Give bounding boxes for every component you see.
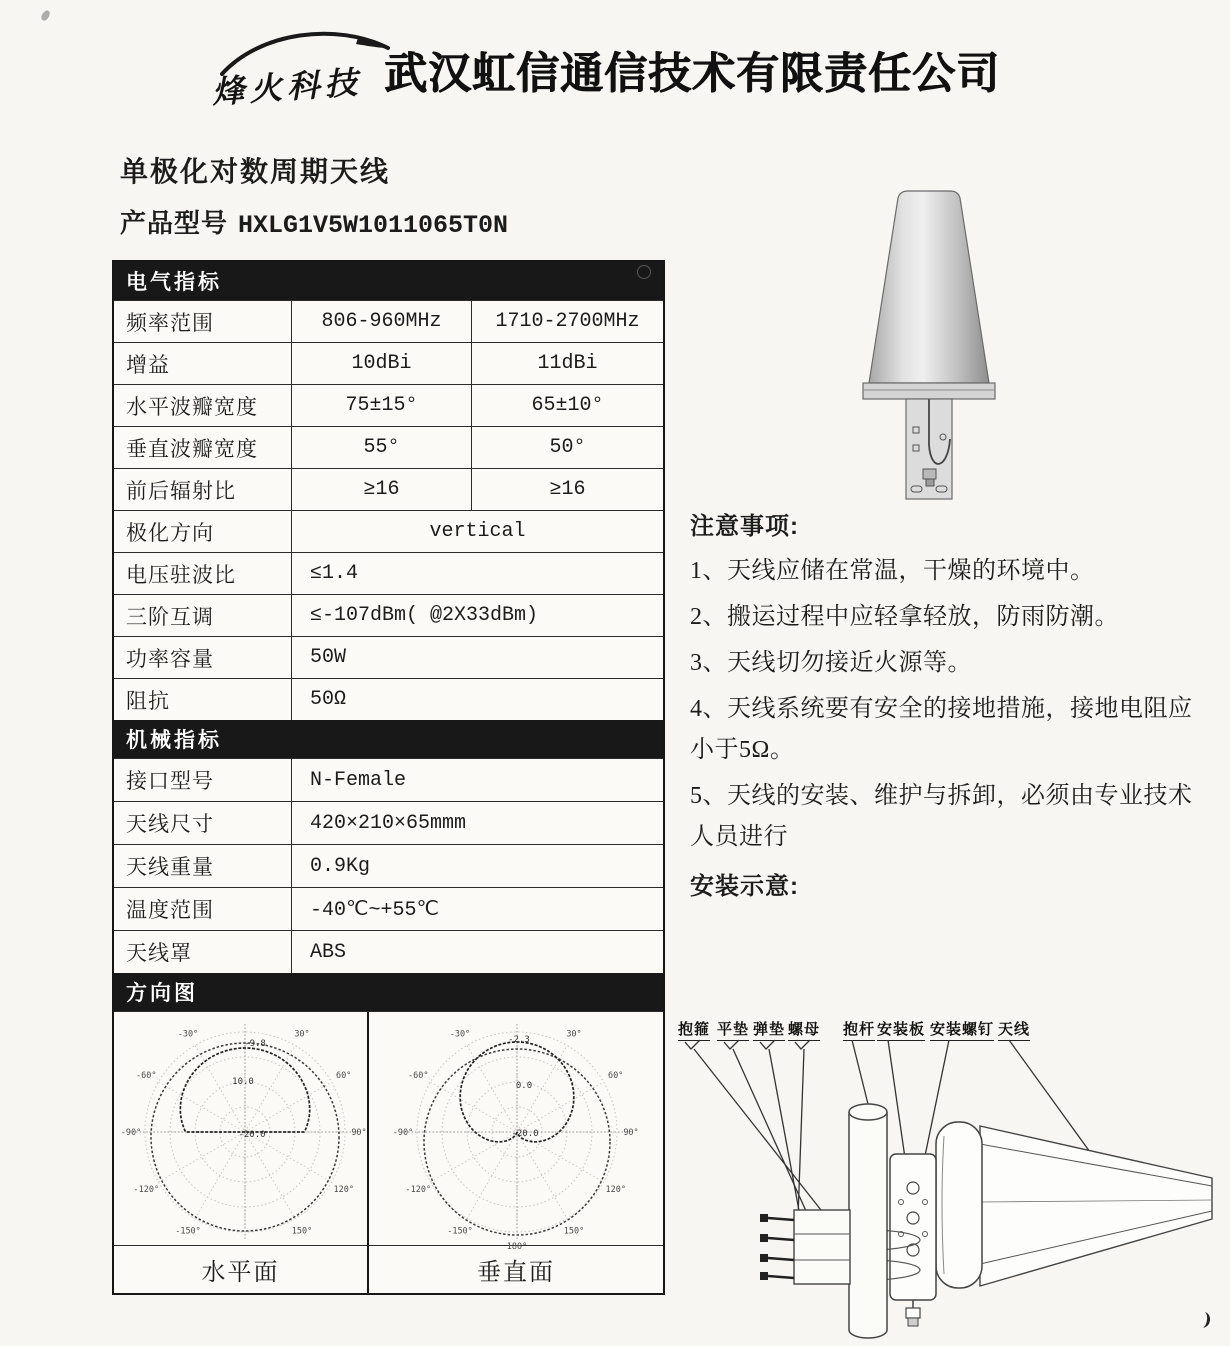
svg-text:-2.3: -2.3 — [508, 1035, 530, 1045]
svg-text:-60°: -60° — [136, 1071, 157, 1081]
company-name: 武汉虹信通信技术有限责任公司 — [384, 50, 1000, 98]
model-label: 产品型号 — [120, 208, 229, 238]
row-value: 50Ω — [310, 688, 347, 711]
table-row — [114, 887, 663, 930]
vertical-pattern-cell — [369, 1012, 663, 1252]
install-label-mount-screw: 安装螺钉 — [930, 1018, 994, 1041]
svg-text:-60°: -60° — [408, 1071, 429, 1081]
table-row — [114, 468, 663, 510]
svg-text:30°: 30° — [566, 1029, 582, 1040]
installation-diagram — [672, 1012, 1218, 1346]
row-value-high-band: 50° — [549, 436, 586, 459]
product-title: 单极化对数周期天线 — [120, 156, 391, 187]
svg-text:-30°: -30° — [177, 1029, 199, 1040]
svg-text:120°: 120° — [333, 1185, 354, 1195]
row-value-low-band: 55° — [292, 427, 472, 468]
note-item: 2、搬运过程中应轻拿轻放，防雨防潮。 — [690, 604, 1119, 630]
install-label-antenna: 天线 — [998, 1018, 1030, 1041]
row-value-low-band: 75±15° — [292, 385, 472, 426]
section-electrical-label: 电气指标 — [126, 271, 222, 294]
row-label: 三阶互调 — [114, 595, 292, 636]
svg-text:-20.0: -20.0 — [511, 1129, 539, 1139]
row-value: N-Female — [310, 768, 407, 792]
row-label: 垂直波瓣宽度 — [114, 427, 292, 468]
row-value-high-band: 1710-2700MHz — [495, 310, 640, 333]
table-row — [114, 342, 663, 384]
row-value: vertical — [429, 520, 526, 543]
install-label-mount-plate: 安装板 — [877, 1018, 925, 1041]
table-row — [114, 930, 663, 973]
svg-text:-90°: -90° — [120, 1128, 142, 1138]
svg-text:-30°: -30° — [449, 1029, 471, 1040]
svg-text:10.0: 10.0 — [232, 1077, 254, 1087]
row-label: 温度范围 — [114, 888, 292, 930]
install-label-flat-washer: 平垫 — [717, 1018, 749, 1041]
table-row — [114, 678, 663, 720]
scan-artifact — [637, 265, 651, 279]
section-mechanical — [114, 720, 663, 758]
table-row — [114, 426, 663, 468]
row-label: 天线尺寸 — [114, 802, 292, 844]
svg-text:60°: 60° — [336, 1071, 352, 1081]
logo-text: 烽火科技 — [211, 63, 368, 111]
row-label: 频率范围 — [114, 301, 292, 342]
installation-drawing — [672, 1012, 1218, 1346]
svg-text:-150°: -150° — [175, 1226, 201, 1237]
section-electrical — [114, 262, 663, 300]
svg-text:-120°: -120° — [405, 1185, 432, 1195]
row-label: 前后辐射比 — [114, 469, 292, 510]
row-value: ≤-107dBm( @2X33dBm) — [310, 604, 539, 627]
scan-artifact — [40, 9, 51, 22]
note-item: 5、天线的安装、维护与拆卸，必须由专业技术人员进行 — [690, 783, 1193, 850]
row-label: 水平波瓣宽度 — [114, 385, 292, 426]
install-label-spring-washer: 弹垫 — [753, 1018, 785, 1041]
table-row — [114, 758, 663, 801]
install-label-clamp: 抱箍 — [678, 1018, 710, 1041]
row-value: 0.9Kg — [310, 854, 371, 878]
svg-text:-9.8: -9.8 — [244, 1039, 266, 1049]
svg-text:90°: 90° — [351, 1128, 367, 1138]
table-row — [114, 636, 663, 678]
svg-text:0.0: 0.0 — [515, 1081, 533, 1091]
svg-text:150°: 150° — [563, 1226, 585, 1237]
row-value: 420×210×65mmm — [310, 811, 467, 835]
vertical-plane-caption: 垂直面 — [477, 1260, 555, 1286]
notes-section — [690, 506, 1214, 911]
horizontal-pattern-cell — [114, 1012, 369, 1245]
svg-text:150°: 150° — [291, 1226, 313, 1237]
svg-text:-120°: -120° — [133, 1185, 160, 1195]
section-direction — [114, 973, 663, 1011]
section-mechanical-label: 机械指标 — [126, 729, 222, 752]
row-label: 接口型号 — [114, 759, 292, 801]
vertical-pattern-chart — [369, 1012, 663, 1252]
table-row — [114, 510, 663, 552]
note-item: 4、天线系统要有安全的接地措施，接地电阻应小于5Ω。 — [690, 696, 1193, 763]
model-value: HXLG1V5W1011065T0N — [238, 211, 509, 240]
row-label: 功率容量 — [114, 637, 292, 678]
row-value-high-band: ≥16 — [549, 478, 586, 501]
row-label: 电压驻波比 — [114, 553, 292, 594]
row-value: -40℃~+55℃ — [310, 899, 439, 922]
install-label-nut: 螺母 — [788, 1018, 820, 1041]
svg-text:-150°: -150° — [447, 1226, 473, 1237]
row-label: 天线罩 — [114, 931, 292, 973]
company-logo — [208, 22, 398, 111]
row-label: 阻抗 — [114, 679, 292, 720]
notes-heading: 注意事项: — [690, 513, 799, 540]
install-label-pole: 抱杆 — [843, 1018, 875, 1041]
row-value-high-band: 65±10° — [531, 394, 604, 417]
row-label: 极化方向 — [114, 511, 292, 552]
row-value: ABS — [310, 940, 347, 964]
row-label: 天线重量 — [114, 845, 292, 887]
note-item: 1、天线应储在常温，干燥的环境中。 — [690, 558, 1095, 584]
antenna-product-drawing — [846, 183, 1016, 508]
table-row — [114, 801, 663, 844]
row-value-low-band: 10dBi — [292, 343, 472, 384]
svg-text:60°: 60° — [608, 1071, 624, 1081]
svg-text:-90°: -90° — [392, 1128, 414, 1138]
svg-text:120°: 120° — [605, 1185, 626, 1195]
svg-text:30°: 30° — [294, 1029, 310, 1040]
horizontal-plane-caption: 水平面 — [114, 1246, 369, 1293]
pattern-captions — [114, 1245, 663, 1293]
radiation-pattern-row — [114, 1011, 663, 1252]
horizontal-pattern-chart — [114, 1012, 367, 1243]
svg-text:180°: 180° — [506, 1242, 528, 1252]
install-heading: 安装示意: — [690, 873, 799, 900]
table-row — [114, 300, 663, 342]
row-value: 50W — [310, 646, 347, 669]
table-row — [114, 844, 663, 887]
row-value-high-band: 11dBi — [537, 352, 598, 375]
product-model-line — [120, 203, 508, 240]
row-value: ≤1.4 — [310, 562, 359, 585]
svg-text:-20.0: -20.0 — [238, 1130, 266, 1140]
note-item: 3、天线切勿接近火源等。 — [690, 650, 972, 676]
row-value-low-band: ≥16 — [292, 469, 472, 510]
row-label: 增益 — [114, 343, 292, 384]
table-row — [114, 384, 663, 426]
row-value-low-band: 806-960MHz — [292, 301, 472, 342]
spec-table — [112, 260, 665, 1295]
svg-text:90°: 90° — [623, 1128, 639, 1138]
table-row — [114, 594, 663, 636]
table-row — [114, 552, 663, 594]
section-direction-label: 方向图 — [126, 982, 198, 1005]
